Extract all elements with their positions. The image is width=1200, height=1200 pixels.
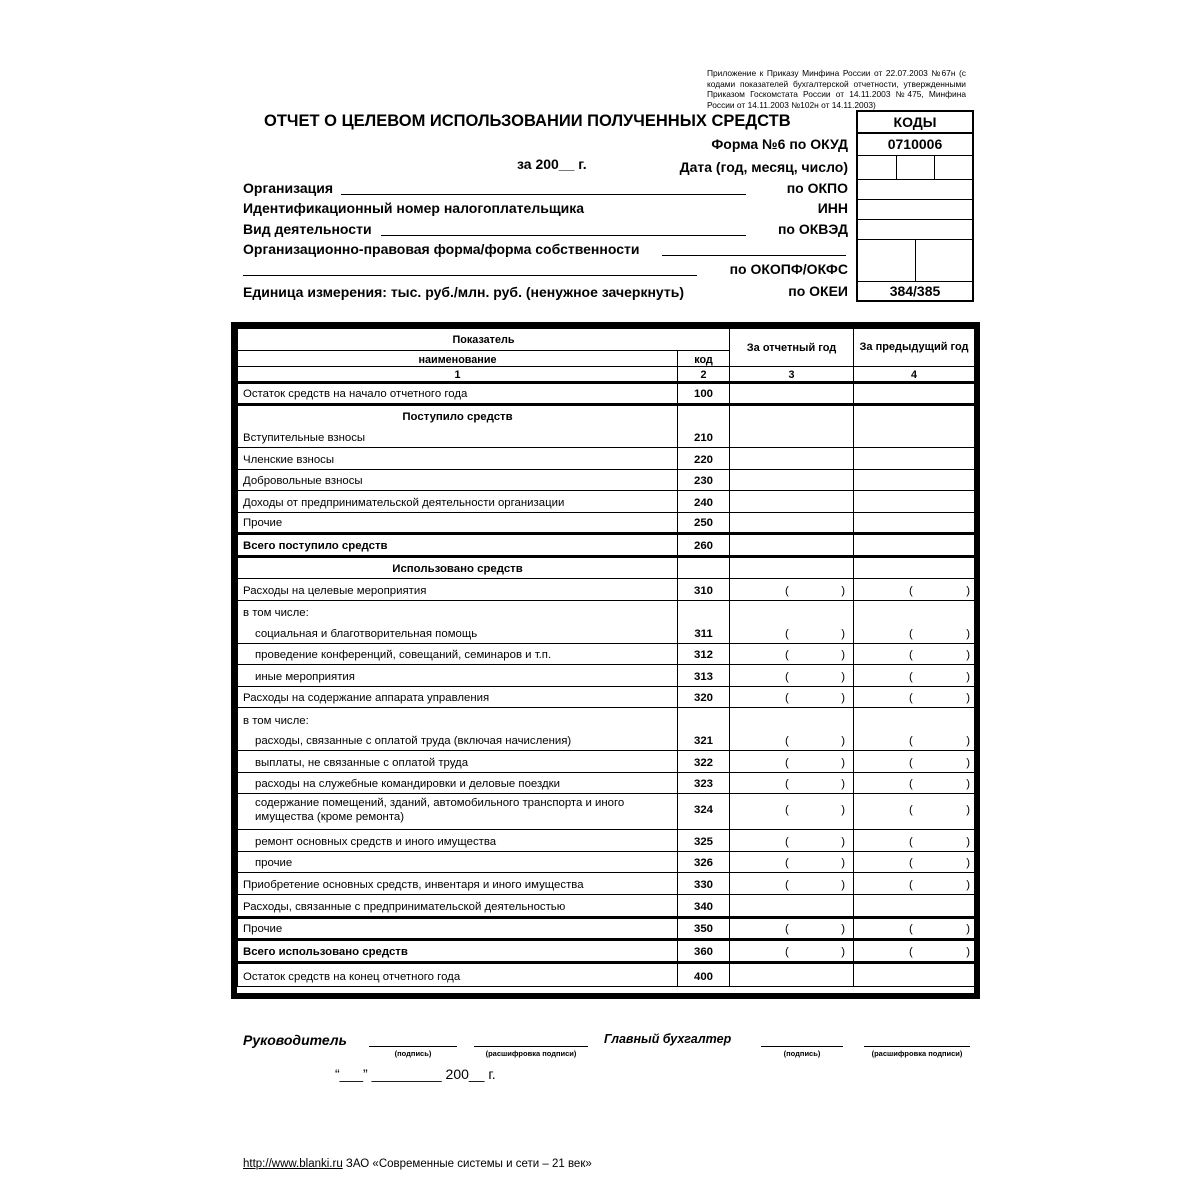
table-row (238, 579, 975, 601)
row-name: расходы, связанные с оплатой труда (включая начисления) (238, 730, 678, 751)
row-name: Поступило средств (238, 405, 678, 426)
okei-code: 384/385 (889, 283, 941, 299)
paren-close: ) (841, 946, 846, 958)
value-previous-year[interactable] (854, 918, 975, 940)
row-code: 100 (678, 383, 730, 405)
value-current-year[interactable] (730, 579, 854, 601)
accountant-signature-line[interactable] (761, 1046, 843, 1047)
value-previous-year[interactable] (854, 708, 975, 730)
paren-close: ) (966, 671, 971, 683)
codes-box (856, 110, 974, 302)
value-previous-year[interactable] (854, 426, 975, 448)
paren-open: ( (785, 692, 789, 704)
paren-open: ( (909, 671, 913, 683)
paren-close: ) (841, 585, 846, 597)
paren-close: ) (966, 804, 971, 816)
paren-close: ) (841, 692, 846, 704)
table-row (238, 895, 975, 918)
value-current-year[interactable] (730, 644, 854, 665)
paren-open: ( (909, 585, 913, 597)
header-code: код (678, 351, 730, 367)
value-current-year[interactable] (730, 830, 854, 852)
paren-open: ( (909, 757, 913, 769)
value-current-year[interactable] (730, 751, 854, 773)
value-previous-year[interactable] (854, 622, 975, 644)
value-previous-year[interactable] (854, 773, 975, 794)
period-label: за 200__ г. (517, 156, 587, 172)
value-previous-year[interactable] (854, 601, 975, 622)
value-current-year[interactable] (730, 794, 854, 830)
value-current-year[interactable] (730, 622, 854, 644)
row-code (678, 601, 730, 622)
table-row (238, 773, 975, 794)
paren-open: ( (785, 649, 789, 661)
row-code: 313 (678, 665, 730, 687)
value-current-year[interactable] (730, 383, 854, 405)
row-name: Прочие (238, 513, 678, 534)
activity-label: Вид деятельности (243, 221, 372, 237)
value-current-year[interactable] (730, 448, 854, 470)
paren-open: ( (785, 628, 789, 640)
value-previous-year[interactable] (854, 383, 975, 405)
value-current-year[interactable] (730, 873, 854, 895)
value-current-year[interactable] (730, 491, 854, 513)
table-row (238, 687, 975, 708)
row-name: выплаты, не связанные с оплатой труда (238, 751, 678, 773)
value-current-year[interactable] (730, 895, 854, 918)
row-code: 311 (678, 622, 730, 644)
row-code: 323 (678, 773, 730, 794)
inn-code-label: ИНН (817, 200, 848, 216)
row-code: 210 (678, 426, 730, 448)
row-code: 360 (678, 940, 730, 963)
organization-label: Организация (243, 180, 334, 196)
paren-close: ) (841, 857, 846, 869)
value-previous-year[interactable] (854, 751, 975, 773)
table-row (238, 873, 975, 895)
value-previous-year[interactable] (854, 557, 975, 579)
legal-form-field[interactable] (662, 255, 846, 256)
paren-close: ) (841, 804, 846, 816)
okud-code: 0710006 (858, 134, 972, 156)
value-current-year[interactable] (730, 708, 854, 730)
paren-open: ( (785, 671, 789, 683)
value-previous-year[interactable] (854, 448, 975, 470)
paren-close: ) (841, 778, 846, 790)
accountant-sign-caption: (подпись) (783, 1049, 821, 1058)
row-name: иные мероприятия (238, 665, 678, 687)
paren-open: ( (909, 628, 913, 640)
row-name: Всего использовано средств (238, 940, 678, 963)
value-previous-year[interactable] (854, 470, 975, 491)
okved-code-cell[interactable] (858, 220, 972, 240)
activity-field[interactable] (381, 235, 746, 236)
paren-open: ( (785, 879, 789, 891)
okei-label: по ОКЕИ (788, 283, 848, 299)
paren-close: ) (966, 836, 971, 848)
paren-open: ( (785, 923, 789, 935)
value-previous-year[interactable] (854, 873, 975, 895)
value-current-year[interactable] (730, 513, 854, 534)
okpo-code-cell[interactable] (858, 180, 972, 200)
paren-close: ) (841, 735, 846, 747)
col-num-4: 4 (854, 367, 975, 383)
date-code-cell[interactable] (858, 156, 972, 180)
row-name: Добровольные взносы (238, 470, 678, 491)
row-code: 324 (678, 794, 730, 830)
paren-close: ) (841, 628, 846, 640)
row-name: расходы на служебные командировки и деловые поездки (238, 773, 678, 794)
row-code: 250 (678, 513, 730, 534)
value-current-year[interactable] (730, 534, 854, 557)
inn-code-cell[interactable] (858, 200, 972, 220)
row-name: Доходы от предпринимательской деятельности организации (238, 491, 678, 513)
table-row (238, 557, 975, 579)
row-code: 322 (678, 751, 730, 773)
paren-close: ) (966, 757, 971, 769)
value-current-year[interactable] (730, 426, 854, 448)
table-row (238, 644, 975, 665)
row-code: 240 (678, 491, 730, 513)
table-row (238, 963, 975, 987)
legal-form-label: Организационно-правовая форма/форма собственности (243, 241, 640, 257)
paren-close: ) (966, 628, 971, 640)
table-row (238, 708, 975, 730)
chief-accountant-label: Главный бухгалтер (604, 1032, 732, 1046)
paren-close: ) (841, 879, 846, 891)
row-code: 326 (678, 852, 730, 873)
paren-close: ) (841, 836, 846, 848)
value-previous-year[interactable] (854, 852, 975, 873)
value-previous-year[interactable] (854, 794, 975, 830)
table-row (238, 794, 975, 830)
unit-label: Единица измерения: тыс. руб./млн. руб. (ненужное зачеркнуть) (243, 284, 684, 300)
row-code: 230 (678, 470, 730, 491)
okpo-label: по ОКПО (786, 180, 848, 196)
row-name: Остаток средств на конец отчетного года (238, 963, 678, 987)
table-row (238, 918, 975, 940)
paren-open: ( (909, 923, 913, 935)
paren-close: ) (966, 923, 971, 935)
value-previous-year[interactable] (854, 579, 975, 601)
inn-label: Идентификационный номер налогоплательщика (243, 200, 585, 216)
row-code: 260 (678, 534, 730, 557)
value-previous-year[interactable] (854, 534, 975, 557)
paren-close: ) (841, 757, 846, 769)
table-row (238, 383, 975, 405)
row-code: 310 (678, 579, 730, 601)
paren-close: ) (841, 649, 846, 661)
date-label: Дата (год, месяц, число) (679, 159, 848, 175)
col-num-1: 1 (238, 367, 678, 383)
row-name: проведение конференций, совещаний, семинаров и т.п. (238, 644, 678, 665)
paren-open: ( (909, 946, 913, 958)
row-name: Остаток средств на начало отчетного года (238, 383, 678, 405)
value-current-year[interactable] (730, 773, 854, 794)
paren-open: ( (785, 735, 789, 747)
paren-open: ( (785, 585, 789, 597)
table-row (238, 513, 975, 534)
row-name: Использовано средств (238, 557, 678, 579)
paren-open: ( (785, 804, 789, 816)
header-name: наименование (238, 351, 678, 367)
value-previous-year[interactable] (854, 963, 975, 987)
paren-close: ) (841, 923, 846, 935)
head-label: Руководитель (243, 1032, 347, 1048)
accountant-decode-line[interactable] (864, 1046, 970, 1047)
value-current-year[interactable] (730, 940, 854, 963)
value-previous-year[interactable] (854, 405, 975, 426)
value-previous-year[interactable] (854, 830, 975, 852)
paren-open: ( (909, 649, 913, 661)
value-current-year[interactable] (730, 963, 854, 987)
head-sign-caption: (подпись) (394, 1049, 432, 1058)
value-current-year[interactable] (730, 470, 854, 491)
head-decode-line[interactable] (474, 1046, 588, 1047)
paren-close: ) (966, 692, 971, 704)
row-code: 330 (678, 873, 730, 895)
footer-link[interactable]: http://www.blanki.ru (243, 1158, 343, 1170)
paren-open: ( (909, 804, 913, 816)
value-current-year[interactable] (730, 687, 854, 708)
head-decode-caption: (расшифровка подписи) (485, 1049, 577, 1058)
paren-open: ( (785, 946, 789, 958)
paren-close: ) (966, 735, 971, 747)
row-code (678, 557, 730, 579)
header-previous-year: За предыдущий год (854, 329, 975, 367)
value-previous-year[interactable] (854, 665, 975, 687)
paren-open: ( (909, 879, 913, 891)
table-row (238, 751, 975, 773)
value-previous-year[interactable] (854, 730, 975, 751)
paren-open: ( (785, 757, 789, 769)
legal-form-field-2[interactable] (243, 275, 697, 276)
row-code: 320 (678, 687, 730, 708)
value-current-year[interactable] (730, 852, 854, 873)
col-num-3: 3 (730, 367, 854, 383)
paren-close: ) (966, 778, 971, 790)
form-okud-label: Форма №6 по ОКУД (711, 136, 848, 152)
paren-close: ) (966, 879, 971, 891)
row-name: Приобретение основных средств, инвентаря и иного имущества (238, 873, 678, 895)
row-code: 325 (678, 830, 730, 852)
value-previous-year[interactable] (854, 644, 975, 665)
value-previous-year[interactable] (854, 895, 975, 918)
row-code: 321 (678, 730, 730, 751)
row-code: 350 (678, 918, 730, 940)
value-current-year[interactable] (730, 405, 854, 426)
row-name: Расходы на целевые мероприятия (238, 579, 678, 601)
paren-open: ( (909, 778, 913, 790)
row-name: Расходы на содержание аппарата управления (238, 687, 678, 708)
row-code: 312 (678, 644, 730, 665)
signing-date: “___” _________ 200__ г. (335, 1066, 496, 1082)
row-name: в том числе: (238, 708, 678, 730)
paren-open: ( (909, 857, 913, 869)
value-current-year[interactable] (730, 918, 854, 940)
row-name: содержание помещений, зданий, автомобильного транспорта и иного имущества (кроме ремонта) (238, 794, 678, 830)
table-row (238, 601, 975, 622)
value-previous-year[interactable] (854, 491, 975, 513)
row-code: 400 (678, 963, 730, 987)
table-row (238, 622, 975, 644)
value-previous-year[interactable] (854, 940, 975, 963)
row-name: Прочие (238, 918, 678, 940)
paren-close: ) (966, 585, 971, 597)
row-code: 340 (678, 895, 730, 918)
paren-open: ( (785, 857, 789, 869)
row-name: в том числе: (238, 601, 678, 622)
table-row (238, 665, 975, 687)
row-name: Всего поступило средств (238, 534, 678, 557)
row-name: социальная и благотворительная помощь (238, 622, 678, 644)
paren-close: ) (966, 946, 971, 958)
table-row (238, 830, 975, 852)
order-note: Приложение к Приказу Минфина России от 22.07.2003 №67н (с кодами показателей бухгалтерской отчетности, утвержденными Приказом Госкомстата России от 14.11.2003 №475, Минфина России от 14.11.2003 №102н от 14.11.2003) (707, 68, 966, 110)
row-code (678, 708, 730, 730)
paren-close: ) (841, 671, 846, 683)
row-code: 220 (678, 448, 730, 470)
row-code (678, 405, 730, 426)
table-row (238, 940, 975, 963)
footer (243, 1158, 592, 1170)
organization-field[interactable] (341, 194, 746, 195)
value-previous-year[interactable] (854, 513, 975, 534)
table-row (238, 426, 975, 448)
footer-company: ЗАО «Современные системы и сети – 21 век» (342, 1158, 592, 1170)
row-name: Членские взносы (238, 448, 678, 470)
head-signature-line[interactable] (369, 1046, 457, 1047)
report-title: ОТЧЕТ О ЦЕЛЕВОМ ИСПОЛЬЗОВАНИИ ПОЛУЧЕННЫХ СРЕДСТВ (264, 112, 791, 130)
table-row (238, 491, 975, 513)
okopf-label: по ОКОПФ/ОКФС (729, 261, 848, 277)
row-name: ремонт основных средств и иного имущества (238, 830, 678, 852)
paren-close: ) (966, 649, 971, 661)
table-row (238, 534, 975, 557)
value-current-year[interactable] (730, 730, 854, 751)
okved-label: по ОКВЭД (777, 221, 848, 237)
paren-open: ( (785, 836, 789, 848)
report-table (237, 328, 975, 987)
header-indicator: Показатель (238, 329, 730, 351)
accountant-decode-caption: (расшифровка подписи) (871, 1049, 963, 1058)
table-row (238, 852, 975, 873)
header-current-year: За отчетный год (730, 329, 854, 367)
row-name: Вступительные взносы (238, 426, 678, 448)
paren-open: ( (909, 836, 913, 848)
table-row (238, 470, 975, 491)
col-num-2: 2 (678, 367, 730, 383)
codes-title: КОДЫ (858, 112, 972, 134)
paren-close: ) (966, 857, 971, 869)
paren-open: ( (785, 778, 789, 790)
row-name: прочие (238, 852, 678, 873)
row-name: Расходы, связанные с предпринимательской деятельностью (238, 895, 678, 918)
value-current-year[interactable] (730, 665, 854, 687)
table-row (238, 405, 975, 426)
table-row (238, 448, 975, 470)
value-current-year[interactable] (730, 601, 854, 622)
value-previous-year[interactable] (854, 687, 975, 708)
paren-open: ( (909, 692, 913, 704)
paren-open: ( (909, 735, 913, 747)
table-row (238, 730, 975, 751)
value-current-year[interactable] (730, 557, 854, 579)
